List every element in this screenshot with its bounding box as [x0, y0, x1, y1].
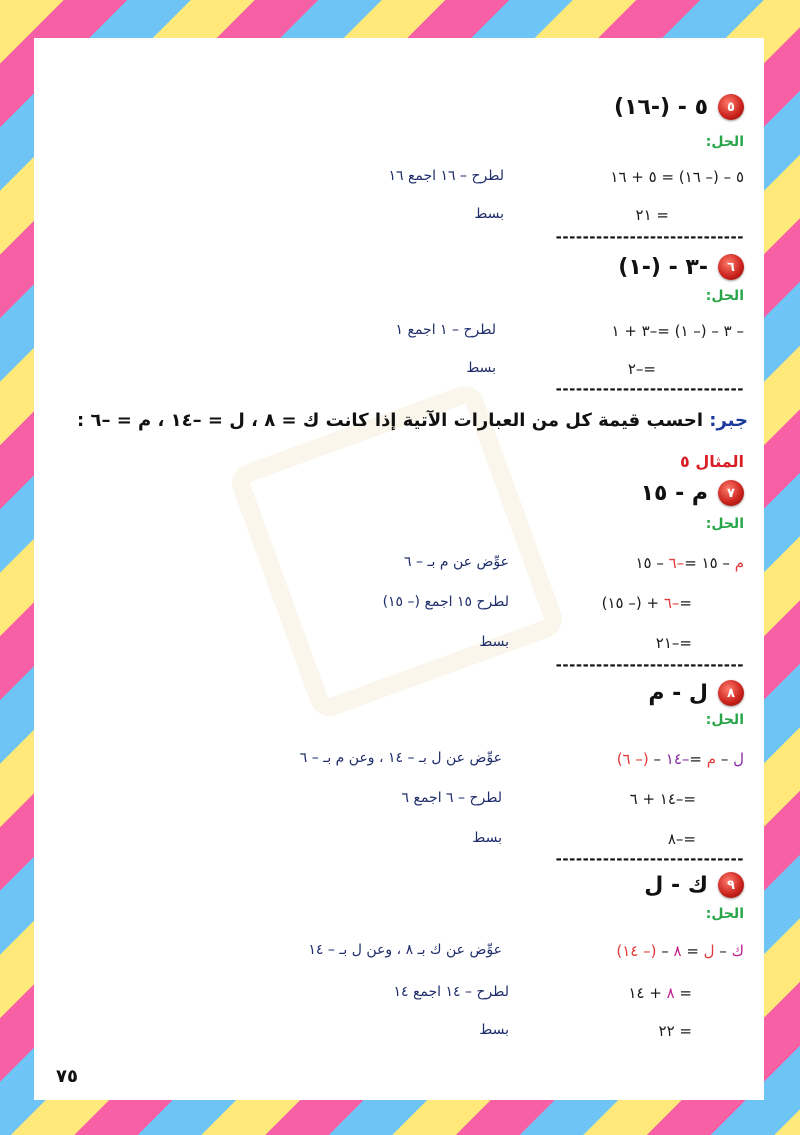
problem-8-step-1	[617, 750, 744, 768]
problem-8-step-2: =–١٤ + ٦	[629, 790, 696, 808]
value-k: ٨	[673, 942, 682, 960]
example-reference: المثال ٥	[680, 452, 744, 471]
problem-7-solution-label: الحل:	[705, 516, 744, 532]
problem-9-note-1: عوِّض عن ك بـ ٨ ، وعن ل بـ – ١٤	[308, 942, 502, 958]
algebra-label: جبر:	[709, 410, 748, 431]
problem-6-note-2: بسط	[466, 360, 496, 376]
var-l: ل	[703, 942, 715, 960]
problem-5-heading	[614, 94, 744, 120]
problem-8-note-1: عوِّض عن ل بـ – ١٤ ، وعن م بـ – ٦	[299, 750, 502, 766]
divider-4: ----------------------------	[555, 850, 744, 868]
problem-7-note-1: عوِّض عن م بـ – ٦	[404, 554, 509, 570]
problem-6-title: -٣ - (-١)	[618, 254, 708, 280]
value-m: (– ٦)	[616, 750, 649, 768]
algebra-instruction-text: احسب قيمة كل من العبارات الآتية إذا كانت ك = ٨ ، ل = –١٤ ، م = –٦ :	[76, 410, 703, 431]
problem-8-badge: ٨	[718, 680, 744, 706]
expr-part: + ١٤	[628, 984, 667, 1002]
problem-8-note-2: لطرح – ٦ اجمع ٦	[401, 790, 502, 806]
problem-5-step-2: = ٢١	[635, 206, 669, 224]
problem-9-step-1	[616, 942, 744, 960]
problem-8-note-3: بسط	[472, 830, 502, 846]
problem-5-note-1: لطرح – ١٦ اجمع ١٦	[388, 168, 504, 184]
var-m: م	[734, 554, 744, 572]
problem-8-title: ل - م	[648, 680, 708, 706]
problem-6-heading	[618, 254, 744, 280]
problem-7-title: م - ١٥	[640, 480, 708, 506]
problem-7-note-2: لطرح ١٥ اجمع (– ١٥)	[382, 594, 509, 610]
problem-5-solution-label: الحل:	[705, 134, 744, 150]
divider-1: ----------------------------	[555, 228, 744, 246]
problem-6-badge: ٦	[718, 254, 744, 280]
expr-part: –	[716, 750, 734, 768]
page-sheet	[34, 38, 764, 1100]
problem-7-step-3: =–٢١	[655, 634, 692, 652]
var-l: ل	[733, 750, 744, 768]
problem-8-step-3: =–٨	[667, 830, 696, 848]
problem-9-badge: ٩	[718, 872, 744, 898]
problem-9-step-2	[628, 984, 692, 1002]
expr-part: –	[714, 942, 732, 960]
problem-9-solution-label: الحل:	[705, 906, 744, 922]
algebra-instruction	[77, 410, 748, 431]
problem-9-step-3: = ٢٢	[658, 1022, 692, 1040]
problem-6-step-2: =–٢	[627, 360, 656, 378]
problem-5-note-2: بسط	[474, 206, 504, 222]
problem-7-heading	[641, 480, 744, 506]
expr-part: – ١٥ =	[684, 554, 735, 572]
expr-part: =	[679, 594, 692, 612]
problem-9-note-3: بسط	[479, 1022, 509, 1038]
background-watermark	[227, 381, 568, 722]
value-l: –١٤	[665, 750, 690, 768]
problem-7-step-2	[602, 594, 692, 612]
problem-7-badge: ٧	[718, 480, 744, 506]
problem-6-solution-label: الحل:	[705, 288, 744, 304]
expr-part: –	[648, 750, 666, 768]
problem-6-note-1: لطرح – ١ اجمع ١	[395, 322, 496, 338]
value-l: (– ١٤)	[616, 942, 657, 960]
problem-9-title: ك - ل	[644, 872, 708, 898]
expr-part: =	[681, 942, 704, 960]
problem-9-note-2: لطرح – ١٤ اجمع ١٤	[393, 984, 509, 1000]
problem-7-step-1	[635, 554, 744, 572]
problem-5-step-1: ٥ – (– ١٦) = ٥ + ١٦	[610, 168, 744, 186]
value-k: ٨	[666, 984, 675, 1002]
expr-part: –	[656, 942, 674, 960]
var-m: م	[706, 750, 717, 768]
value-m: –٦	[663, 594, 680, 612]
expr-part: =	[689, 750, 707, 768]
expr-part: =	[674, 984, 692, 1002]
problem-8-heading	[648, 680, 744, 706]
var-k: ك	[731, 942, 744, 960]
page-number: ٧٥	[56, 1066, 78, 1087]
expr-part: – ١٥	[635, 554, 669, 572]
problem-5-badge: ٥	[718, 94, 744, 120]
divider-2: ----------------------------	[555, 380, 744, 398]
divider-3: ----------------------------	[555, 656, 744, 674]
problem-7-note-3: بسط	[479, 634, 509, 650]
value-m: –٦	[668, 554, 685, 572]
problem-6-step-1: – ٣ – (– ١) =–٣ + ١	[611, 322, 744, 340]
problem-8-solution-label: الحل:	[705, 712, 744, 728]
expr-part: + (– ١٥)	[601, 594, 664, 612]
problem-5-title: ٥ - (-١٦)	[614, 94, 708, 120]
problem-9-heading	[644, 872, 744, 898]
